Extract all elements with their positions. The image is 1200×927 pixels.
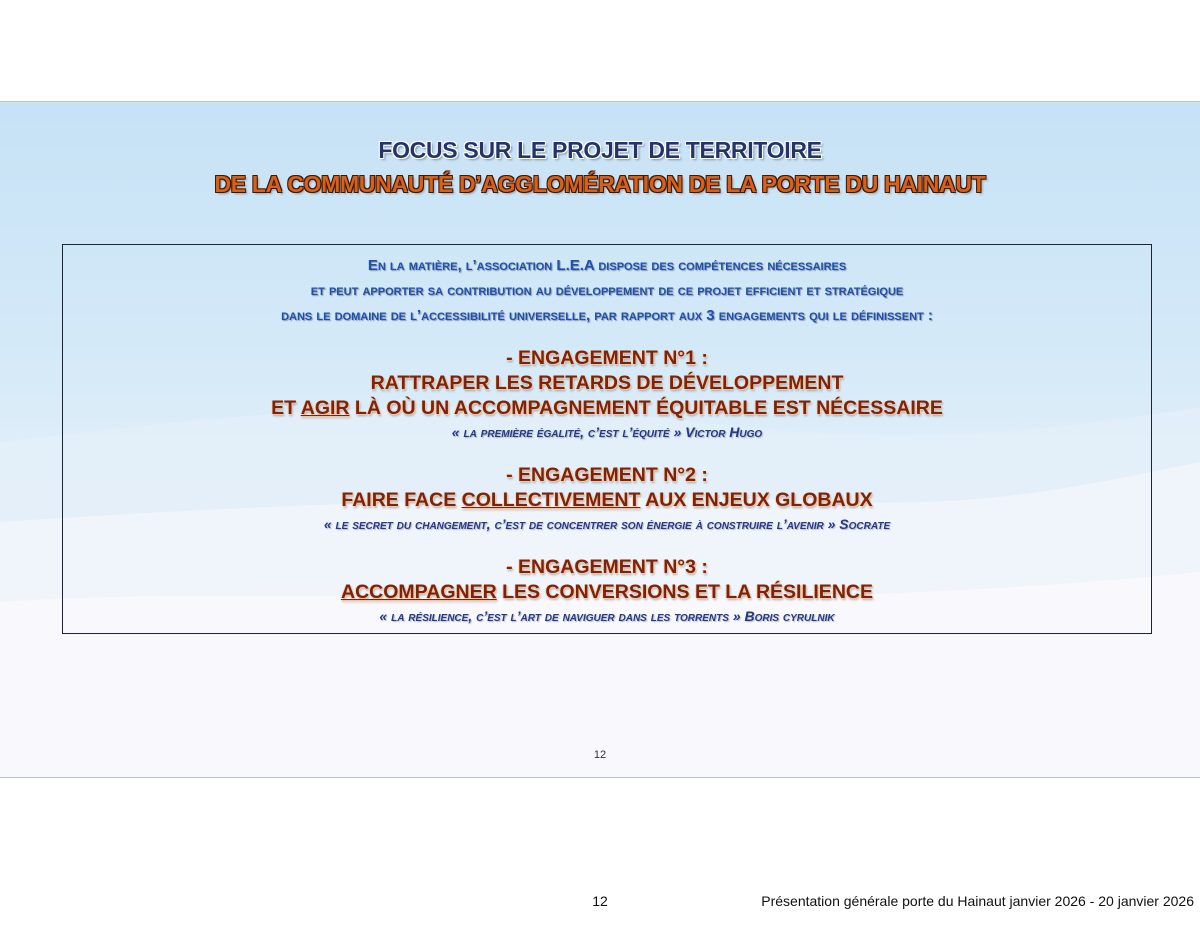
slide (0, 101, 1200, 778)
slide-subtitle: DE LA COMMUNAUTÉ D’AGGLOMÉRATION DE LA PORTE DU HAINAUT (214, 171, 986, 197)
engagement-line (63, 580, 1151, 605)
engagement-text: LÀ OÙ UN ACCOMPAGNEMENT ÉQUITABLE EST NÉCESSAIRE (349, 397, 943, 419)
engagement-label: - ENGAGEMENT N°1 : (506, 347, 708, 369)
engagement-label: - ENGAGEMENT N°2 : (506, 464, 708, 486)
engagement-text: ET (271, 397, 301, 419)
intro-line: dans le domaine de l’accessibilité universelle, par rapport aux 3 engagements qui le définissent : (281, 307, 933, 324)
engagement-1 (63, 346, 1151, 443)
engagement-quote: « la première égalité, c’est l’équité » Victor Hugo (451, 424, 763, 440)
engagement-keyword: COLLECTIVEMENT (461, 489, 641, 511)
slide-page-number: 12 (593, 749, 607, 761)
engagement-line: RATTRAPER LES RETARDS DE DÉVELOPPEMENT (370, 372, 844, 394)
engagement-line (63, 396, 1151, 421)
intro-text (63, 253, 1151, 328)
slide-title: FOCUS SUR LE PROJET DE TERRITOIRE (378, 137, 822, 163)
engagement-label: - ENGAGEMENT N°3 : (506, 556, 708, 578)
engagement-3 (63, 555, 1151, 627)
footer-text: Présentation générale porte du Hainaut janvier 2026 - 20 janvier 2026 (761, 893, 1194, 909)
intro-line: En la matière, l’association L.E.A dispose des compétences nécessaires (367, 257, 847, 274)
engagement-keyword: AGIR (300, 397, 350, 419)
engagement-keyword: ACCOMPAGNER (341, 581, 497, 603)
engagement-text: AUX ENJEUX GLOBAUX (640, 489, 873, 511)
engagement-quote: « la résilience, c’est l’art de naviguer dans les torrents » Boris cyrulnik (379, 608, 835, 624)
engagement-quote: « le secret du changement, c’est de concentrer son énergie à construire l’avenir » Socrate (323, 516, 891, 532)
intro-line: et peut apporter sa contribution au développement de ce projet efficient et stratégique (310, 282, 904, 299)
engagement-text: FAIRE FACE (341, 489, 462, 511)
footer-page-number: 12 (592, 893, 608, 909)
engagement-text: LES CONVERSIONS ET LA RÉSILIENCE (496, 581, 873, 603)
engagement-line (63, 488, 1151, 513)
content-box (62, 244, 1152, 634)
engagement-2 (63, 463, 1151, 535)
